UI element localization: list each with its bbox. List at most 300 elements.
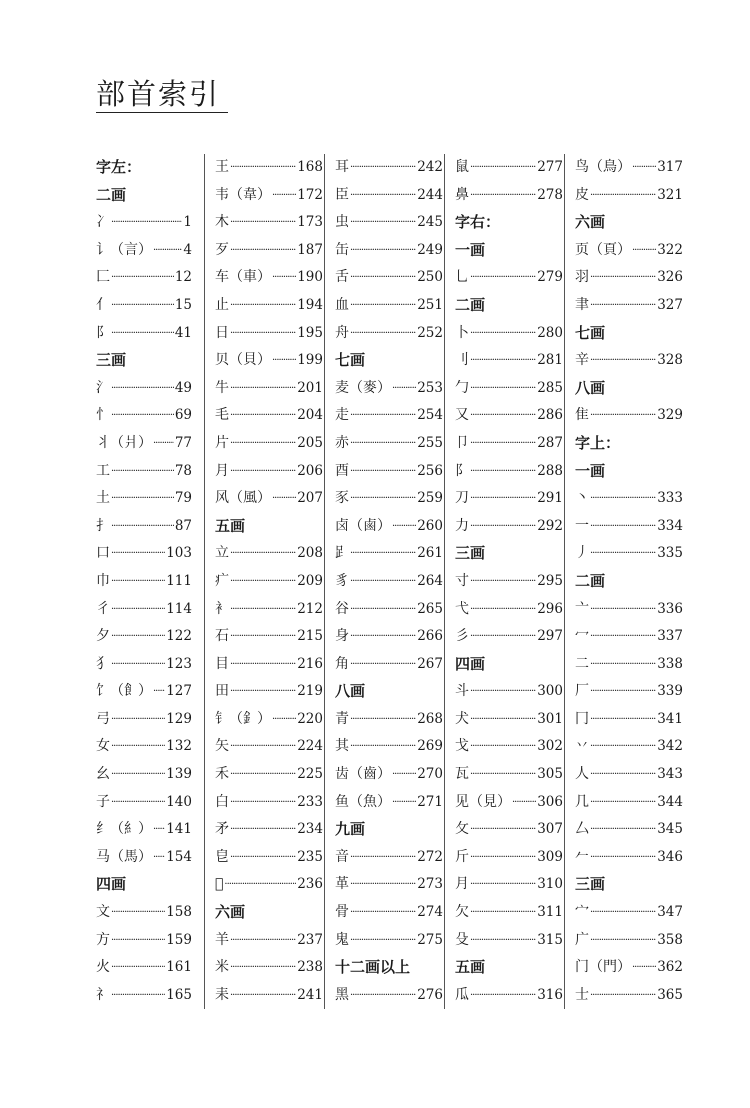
- page-number: 212: [297, 600, 323, 617]
- page-number: 225: [297, 766, 323, 783]
- index-entry: [96, 237, 192, 265]
- dot-leader: [230, 402, 296, 430]
- dot-leader: [350, 237, 416, 265]
- radical: 犭: [96, 655, 110, 672]
- radical: 门（門）: [575, 959, 631, 976]
- page-number: 207: [297, 490, 323, 507]
- index-entry: [575, 816, 683, 844]
- stroke-heading: 四画: [96, 875, 127, 894]
- index-entry: [575, 982, 683, 1010]
- page-number: 347: [657, 904, 683, 921]
- page-number: 271: [417, 793, 443, 810]
- radical: 匚: [96, 269, 110, 286]
- index-entry: [96, 264, 192, 292]
- radical: 毛: [215, 407, 229, 424]
- radical: 寸: [455, 572, 469, 589]
- index-entry: [575, 292, 683, 320]
- radical: 女: [96, 738, 110, 755]
- dot-leader: [111, 761, 165, 789]
- page-number: 49: [174, 379, 192, 396]
- radical: 𤽄: [215, 876, 224, 893]
- index-entry: [96, 927, 192, 955]
- page-number: 111: [166, 572, 192, 589]
- radical: 月: [455, 876, 469, 893]
- index-entry: [215, 761, 323, 789]
- radical: 巾: [96, 572, 110, 589]
- page-number: 295: [537, 572, 563, 589]
- page-number: 201: [297, 379, 323, 396]
- radical: 刂: [455, 352, 469, 369]
- radical: 聿: [575, 296, 589, 313]
- page-number: 300: [537, 683, 563, 700]
- radical: 二: [575, 655, 589, 672]
- dot-leader: [111, 513, 174, 541]
- radical: 阝: [96, 324, 110, 341]
- radical: 𠂉: [575, 848, 589, 865]
- page-number: 275: [417, 931, 443, 948]
- page-number: 322: [657, 241, 683, 258]
- dot-leader: [392, 789, 416, 817]
- radical: 勹: [455, 379, 469, 396]
- radical: 车（車）: [215, 269, 271, 286]
- index-entry: [575, 485, 683, 513]
- page-number: 123: [166, 655, 192, 672]
- page-number: 259: [417, 490, 443, 507]
- dot-leader: [470, 430, 536, 458]
- page-number: 4: [183, 241, 192, 258]
- index-entry: [455, 761, 563, 789]
- dot-leader: [590, 347, 656, 375]
- page-number: 209: [297, 572, 323, 589]
- page-number: 122: [166, 628, 192, 645]
- page-number: 302: [537, 738, 563, 755]
- page-number: 199: [297, 352, 323, 369]
- index-entry: [335, 623, 443, 651]
- radical: 幺: [96, 766, 110, 783]
- page-number: 236: [297, 876, 323, 893]
- page-number: 278: [537, 186, 563, 203]
- radical: 一: [575, 517, 589, 534]
- radical: 赤: [335, 434, 349, 451]
- dot-leader: [111, 540, 165, 568]
- page-number: 281: [537, 352, 563, 369]
- dot-leader: [350, 871, 416, 899]
- radical: 鼻: [455, 186, 469, 203]
- dot-leader: [470, 706, 536, 734]
- dot-leader: [590, 292, 656, 320]
- dot-leader: [350, 540, 416, 568]
- stroke-heading: 一画: [455, 240, 486, 259]
- index-entry: [455, 513, 563, 541]
- index-entry: [215, 347, 323, 375]
- index-entry: [455, 982, 563, 1010]
- radical: 齿（齒）: [335, 766, 391, 783]
- dot-leader: [350, 927, 416, 955]
- radical: 疒: [215, 572, 229, 589]
- page-number: 103: [166, 545, 192, 562]
- radical: 衤: [215, 600, 229, 617]
- dot-leader: [230, 292, 296, 320]
- index-entry: [335, 182, 443, 210]
- page-number: 265: [417, 600, 443, 617]
- dot-leader: [111, 568, 165, 596]
- index-entry: [96, 761, 192, 789]
- radical: 骨: [335, 904, 349, 921]
- page-number: 365: [657, 986, 683, 1003]
- index-entry: [335, 430, 443, 458]
- dot-leader: [230, 154, 296, 182]
- stroke-heading: 九画: [335, 820, 366, 839]
- radical: 走: [335, 407, 349, 424]
- index-entry: [455, 706, 563, 734]
- index-entry: [455, 844, 563, 872]
- radical: 厂: [575, 683, 589, 700]
- dot-leader: [590, 485, 656, 513]
- radical: 月: [215, 462, 229, 479]
- radical: 田: [215, 683, 229, 700]
- radical: 鸟（鳥）: [575, 159, 631, 175]
- radical: 见（見）: [455, 793, 511, 810]
- stroke-heading: 三画: [575, 875, 606, 894]
- radical: 子: [96, 793, 110, 810]
- dot-leader: [350, 733, 416, 761]
- radical: 目: [215, 655, 229, 672]
- dot-leader: [590, 651, 656, 679]
- dot-leader: [153, 430, 174, 458]
- page-number: 270: [417, 766, 443, 783]
- index-entry: [335, 154, 443, 182]
- index-entry: [215, 264, 323, 292]
- index-entry: [96, 733, 192, 761]
- dot-leader: [350, 209, 416, 237]
- page-number: 219: [297, 683, 323, 700]
- page-number: 172: [297, 186, 323, 203]
- index-entry: [215, 844, 323, 872]
- index-entry: [215, 237, 323, 265]
- dot-leader: [224, 871, 296, 899]
- radical: 攵: [455, 821, 469, 838]
- radical: 血: [335, 296, 349, 313]
- radical: 青: [335, 710, 349, 727]
- dot-leader: [590, 733, 656, 761]
- dot-leader: [230, 678, 296, 706]
- index-entry: [215, 458, 323, 486]
- page-number: 339: [657, 683, 683, 700]
- radical: 亻: [96, 296, 110, 313]
- index-entry: [335, 844, 443, 872]
- index-entry: [455, 899, 563, 927]
- dot-leader: [470, 623, 536, 651]
- dot-leader: [350, 596, 416, 624]
- radical: 虫: [335, 214, 349, 231]
- radical: 卤（鹵）: [335, 517, 391, 534]
- page-number: 255: [417, 434, 443, 451]
- radical: 耒: [215, 986, 229, 1003]
- dot-leader: [230, 954, 296, 982]
- dot-leader: [590, 816, 656, 844]
- dot-leader: [470, 844, 536, 872]
- dot-leader: [111, 899, 165, 927]
- page-number: 333: [657, 490, 683, 507]
- index-entry: [96, 375, 192, 403]
- radical: 弓: [96, 710, 110, 727]
- page-number: 15: [174, 296, 192, 313]
- dot-leader: [590, 596, 656, 624]
- page-number: 292: [537, 517, 563, 534]
- index-entry: [335, 402, 443, 430]
- page-number: 132: [166, 738, 192, 755]
- page-number: 280: [537, 324, 563, 341]
- dot-leader: [470, 458, 536, 486]
- radical: 片: [215, 434, 229, 451]
- dot-leader: [470, 154, 536, 182]
- page-number: 267: [417, 655, 443, 672]
- index-entry: [96, 954, 192, 982]
- index-entry: [335, 375, 443, 403]
- index-entry: [215, 485, 323, 513]
- radical: 舌: [335, 269, 349, 286]
- index-entry: [96, 540, 192, 568]
- page-number: 224: [297, 738, 323, 755]
- radical: 白: [215, 793, 229, 810]
- radical: 宀: [575, 904, 589, 921]
- page-number: 139: [166, 766, 192, 783]
- index-entry: [575, 154, 683, 182]
- radical: 皮: [575, 186, 589, 203]
- radical: 厶: [575, 821, 589, 838]
- index-entry: [575, 513, 683, 541]
- index-entry: [335, 540, 443, 568]
- page-number: 341: [657, 710, 683, 727]
- index-entry: [96, 596, 192, 624]
- dot-leader: [230, 430, 296, 458]
- page-number: 194: [297, 296, 323, 313]
- index-entry: [215, 982, 323, 1010]
- index-entry: [575, 651, 683, 679]
- radical: 谷: [335, 600, 349, 617]
- stroke-heading: 四画: [455, 654, 486, 673]
- dot-leader: [350, 458, 416, 486]
- index-entry: [335, 485, 443, 513]
- radical: 瓦: [455, 766, 469, 783]
- dot-leader: [590, 402, 656, 430]
- dot-leader: [350, 402, 416, 430]
- dot-leader: [230, 623, 296, 651]
- page-number: 244: [417, 186, 443, 203]
- stroke-heading: 八画: [335, 682, 366, 701]
- dot-leader: [590, 982, 656, 1010]
- index-entry: [96, 320, 192, 348]
- page-number: 276: [417, 986, 443, 1003]
- page-title: 部首索引: [96, 76, 228, 113]
- dot-leader: [230, 927, 296, 955]
- radical: 忄: [96, 407, 110, 424]
- stroke-heading: 二画: [455, 295, 486, 314]
- radical: 丷: [575, 738, 589, 755]
- radical: 犬: [455, 710, 469, 727]
- page-number: 307: [537, 821, 563, 838]
- page-number: 205: [297, 434, 323, 451]
- radical: 革: [335, 876, 349, 893]
- page-number: 161: [166, 959, 192, 976]
- dot-leader: [230, 375, 296, 403]
- page-number: 296: [537, 600, 563, 617]
- page-number: 159: [166, 931, 192, 948]
- page-number: 242: [417, 159, 443, 175]
- radical: 黑: [335, 986, 349, 1003]
- page-number: 256: [417, 462, 443, 479]
- page-number: 288: [537, 462, 563, 479]
- index-entry: [455, 320, 563, 348]
- index-entry: [96, 623, 192, 651]
- dot-leader: [111, 623, 165, 651]
- dot-leader: [590, 540, 656, 568]
- index-entry: [575, 596, 683, 624]
- dot-leader: [590, 789, 656, 817]
- radical: 弋: [455, 600, 469, 617]
- radical: 冖: [575, 628, 589, 645]
- dot-leader: [470, 320, 536, 348]
- index-entry: [455, 871, 563, 899]
- index-entry: [96, 430, 192, 458]
- page-number: 336: [657, 600, 683, 617]
- index-entry: [575, 733, 683, 761]
- index-entry: [455, 678, 563, 706]
- dot-leader: [230, 568, 296, 596]
- dot-leader: [590, 899, 656, 927]
- dot-leader: [230, 816, 296, 844]
- page-number: 274: [417, 904, 443, 921]
- radical: 欠: [455, 904, 469, 921]
- dot-leader: [230, 320, 296, 348]
- stroke-heading: 二画: [575, 571, 606, 590]
- index-entry: [335, 871, 443, 899]
- index-entry: [455, 789, 563, 817]
- page-number: 358: [657, 931, 683, 948]
- page-number: 187: [297, 241, 323, 258]
- index-entry: [96, 844, 192, 872]
- dot-leader: [350, 320, 416, 348]
- stroke-heading: 六画: [575, 213, 606, 232]
- page-number: 216: [297, 655, 323, 672]
- dot-leader: [470, 927, 536, 955]
- index-entry: [455, 264, 563, 292]
- page-number: 79: [174, 490, 192, 507]
- dot-leader: [230, 651, 296, 679]
- page-number: 326: [657, 269, 683, 286]
- page-number: 114: [166, 600, 192, 617]
- index-entry: [96, 982, 192, 1010]
- radical: 氵: [96, 379, 110, 396]
- page-number: 345: [657, 821, 683, 838]
- dot-leader: [470, 982, 536, 1010]
- radical: 石: [215, 628, 229, 645]
- index-entry: [335, 761, 443, 789]
- dot-leader: [111, 982, 165, 1010]
- radical: 木: [215, 214, 229, 231]
- page-number: 234: [297, 821, 323, 838]
- index-column-2: [204, 154, 327, 1009]
- stroke-heading: 七画: [335, 351, 366, 370]
- dot-leader: [272, 182, 296, 210]
- page-number: 77: [174, 434, 192, 451]
- radical: 羽: [575, 269, 589, 286]
- dot-leader: [111, 292, 174, 320]
- dot-leader: [230, 458, 296, 486]
- stroke-heading: 字上：: [575, 433, 621, 452]
- page-number: 306: [537, 793, 563, 810]
- page-number: 342: [657, 738, 683, 755]
- page-number: 277: [537, 159, 563, 175]
- radical: 方: [96, 931, 110, 948]
- radical: 力: [455, 517, 469, 534]
- page-number: 12: [174, 269, 192, 286]
- dot-leader: [230, 237, 296, 265]
- radical: 刀: [455, 490, 469, 507]
- dot-leader: [590, 623, 656, 651]
- index-entry: [575, 789, 683, 817]
- index-entry: [96, 816, 192, 844]
- page-number: 173: [297, 214, 323, 231]
- index-entry: [455, 733, 563, 761]
- page-number: 215: [297, 628, 323, 645]
- index-entry: [335, 733, 443, 761]
- dot-leader: [230, 761, 296, 789]
- index-entry: [455, 375, 563, 403]
- dot-leader: [470, 182, 536, 210]
- page-number: 287: [537, 434, 563, 451]
- index-entry: [575, 927, 683, 955]
- index-entry: [455, 568, 563, 596]
- dot-leader: [470, 596, 536, 624]
- dot-leader: [350, 568, 416, 596]
- index-entry: [215, 871, 323, 899]
- dot-leader: [230, 540, 296, 568]
- dot-leader: [350, 154, 416, 182]
- page-number: 338: [657, 655, 683, 672]
- stroke-heading: 五画: [215, 516, 246, 535]
- page-number: 286: [537, 407, 563, 424]
- radical: 隹: [575, 407, 589, 424]
- radical: 风（風）: [215, 490, 271, 507]
- index-entry: [335, 789, 443, 817]
- dot-leader: [470, 816, 536, 844]
- dot-leader: [111, 402, 174, 430]
- dot-leader: [632, 237, 656, 265]
- dot-leader: [392, 761, 416, 789]
- index-entry: [455, 154, 563, 182]
- dot-leader: [272, 706, 296, 734]
- radical: 礻: [96, 986, 110, 1003]
- radical: 王: [215, 159, 229, 175]
- dot-leader: [350, 899, 416, 927]
- dot-leader: [470, 347, 536, 375]
- index-entry: [575, 899, 683, 927]
- index-entry: [575, 761, 683, 789]
- page-number: 268: [417, 710, 443, 727]
- index-entry: [215, 568, 323, 596]
- radical: 冂: [575, 710, 589, 727]
- radical: 士: [575, 986, 589, 1003]
- index-entry: [455, 596, 563, 624]
- dot-leader: [111, 651, 165, 679]
- index-entry: [96, 402, 192, 430]
- radical: 纟（糹）: [96, 821, 152, 838]
- page-number: 266: [417, 628, 443, 645]
- stroke-heading: 五画: [455, 958, 486, 977]
- index-entry: [575, 347, 683, 375]
- page-number: 279: [537, 269, 563, 286]
